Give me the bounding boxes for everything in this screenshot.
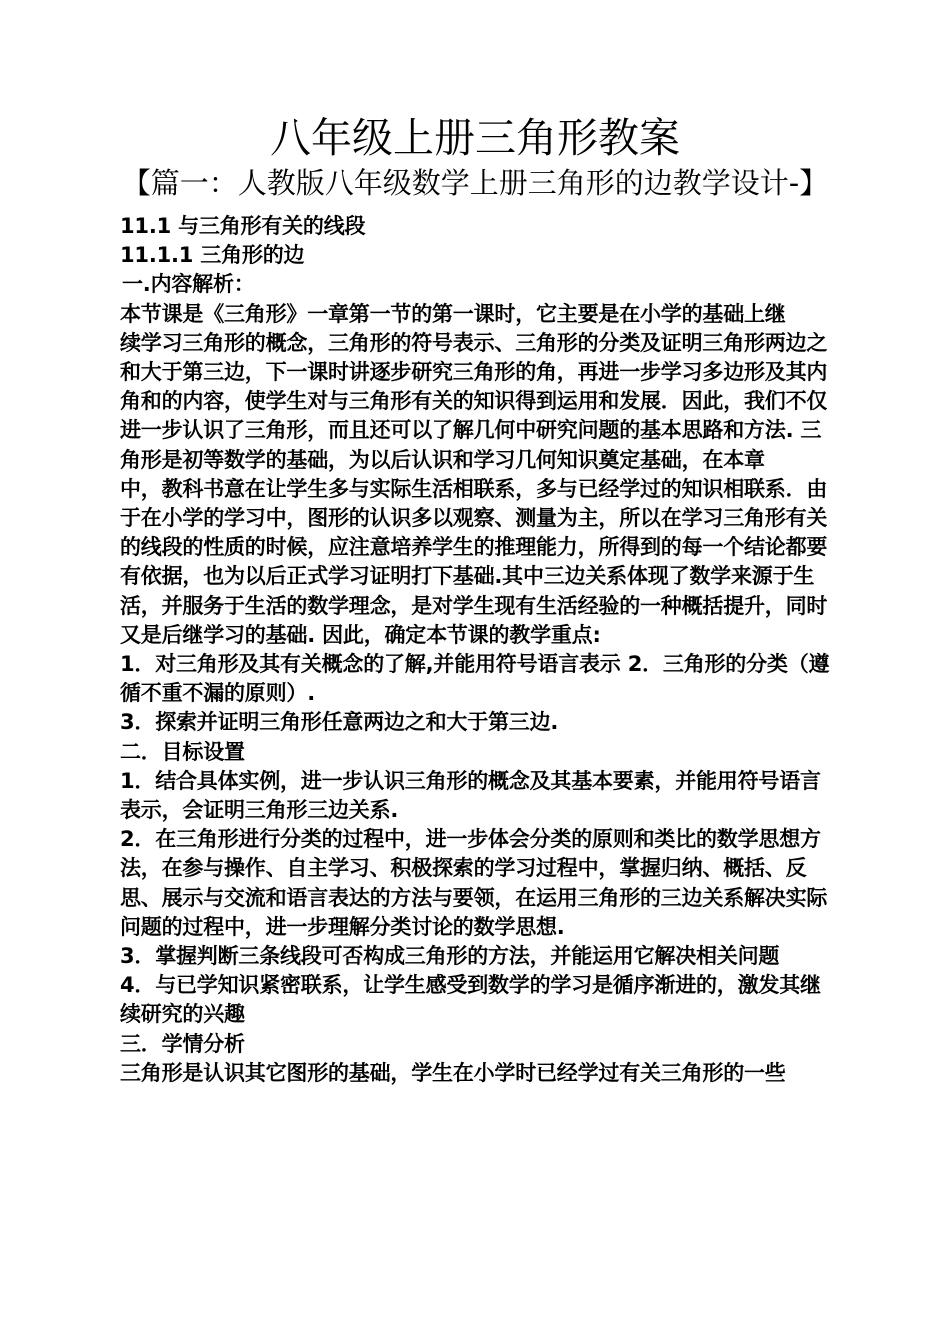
- list-item: 3．掌握判断三条线段可否构成三角形的方法，并能运用它解决相关问题: [120, 944, 780, 969]
- body-paragraph: 三角形是认识其它图形的基础，学生在小学时已经学过有关三角形的一些: [120, 1060, 786, 1085]
- subsection-heading: 11.1.1 三角形的边: [120, 243, 305, 268]
- body-paragraph: 本节课是《三角形》一章第一节的第一课时，它主要是在小学的基础上继: [120, 301, 786, 326]
- section-heading: 11.1 与三角形有关的线段: [120, 214, 366, 238]
- body-paragraph: 续学习三角形的概念，三角形的符号表示、三角形的分类及证明三角形两边之和大于第三边，下一课时讲逐步研究三角形的角，再进一步学习多边形及其内角和的内容，使学生对与三角形有关的知识得到运用和发展．因此，我们不仅进一步认识了三角形，而且还可以了解几何中研究问题的基本思路和方法. 三角形是初等数学的基础，为以后认识和学习几何知识奠定基础，在本章: [120, 330, 828, 472]
- part-heading: 三．学情分析: [120, 1031, 245, 1056]
- body-paragraph: 中，教科书意在让学生多与实际生活相联系，多与已经学过的知识相联系．由于在小学的学习中，图形的认识多以观察、测量为主，所以在学习三角形有关的线段的性质的时候，应注意培养学生的推理能力，所得到的每一个结论都要有依据，也为以后正式学习证明打下基础.其中三边关系体现了数学来源于生活，并服务于生活的数学理念，是对学生现有生活经验的一种概括提升，同时又是后继学习的基础. 因此，确定本节课的教学重点:: [120, 476, 828, 647]
- list-item: 2．在三角形进行分类的过程中，进一步体会分类的原则和类比的数学思想方法，在参与操作、自主学习、积极探索的学习过程中，掌握归纳、概括、反思、展示与交流和语言表达的方法与要领，在运用三角形的三边关系解决实际问题的过程中，进一步理解分类讨论的数学思想.: [120, 827, 828, 939]
- list-item: 4．与已学知识紧密联系，让学生感受到数学的学习是循序渐进的，激发其继续研究的兴趣: [120, 973, 821, 1027]
- document-body: [116, 212, 838, 1088]
- list-item: 1．结合具体实例，进一步认识三角形的概念及其基本要素，并能用符号语言表示，会证明三角形三边关系.: [120, 768, 821, 823]
- part-heading: 一.内容解析：: [122, 272, 255, 297]
- document-subtitle: 【篇一：人教版八年级数学上册三角形的边教学设计-】: [121, 166, 829, 200]
- list-item: 3．探索并证明三角形任意两边之和大于第三边.: [120, 710, 559, 735]
- list-item: 1．对三角形及其有关概念的了解,并能用符号语言表示 2．三角形的分类（遵循不重不漏的原则）.: [120, 652, 830, 706]
- part-heading: 二．目标设置: [120, 739, 245, 764]
- document-title: 八年级上册三角形教案: [270, 114, 680, 162]
